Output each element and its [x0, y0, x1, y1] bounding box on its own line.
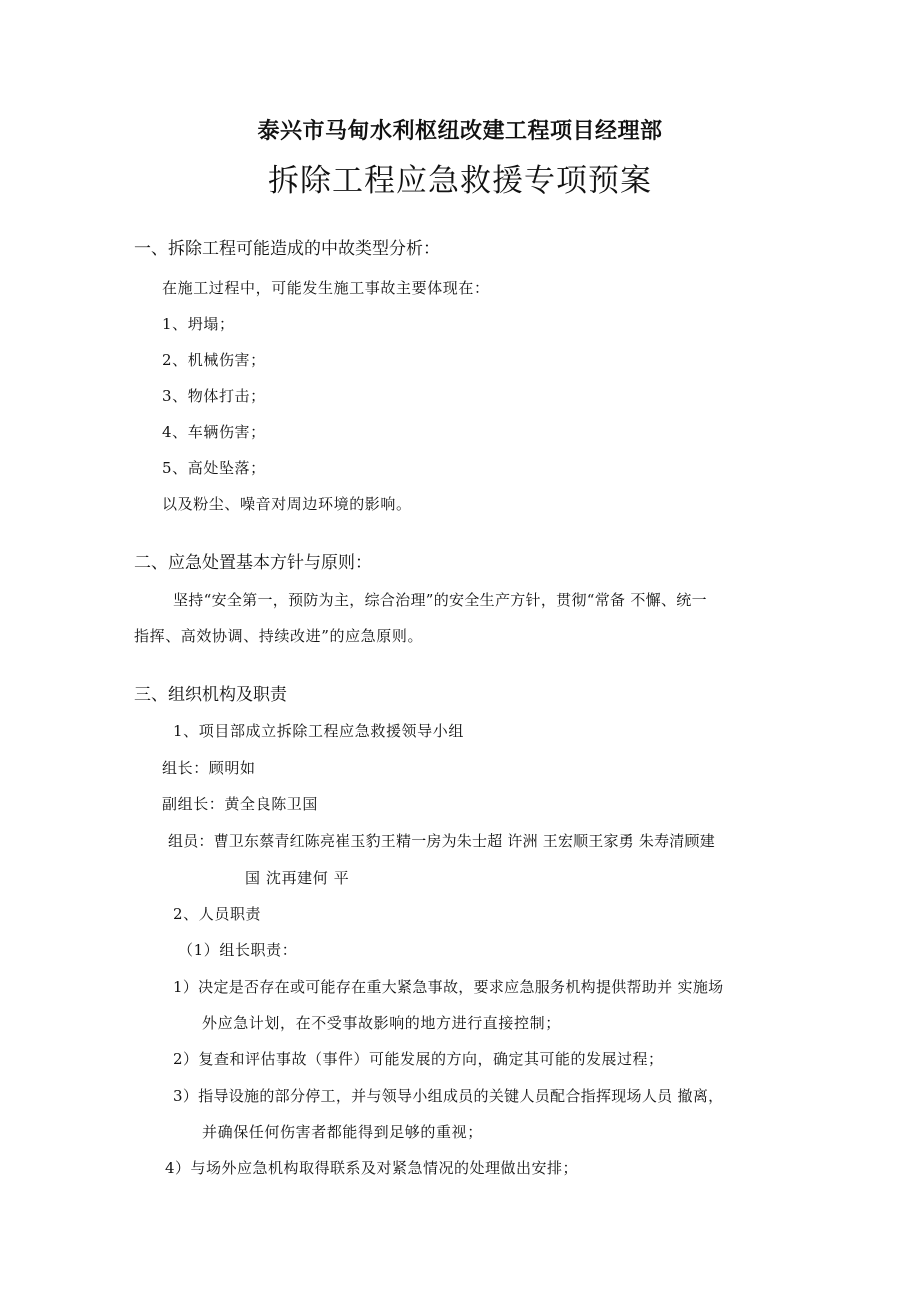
group-members-line-1: 组员：曹卫东蔡青红陈亮崔玉豹王精一房为朱士超 许洲 王宏顺王家勇 朱寿清顾建 [168, 832, 715, 850]
subsection-personnel-duties: 2、人员职责 [173, 905, 262, 923]
leader-duties-heading: （1）组长职责： [178, 941, 298, 959]
subsection-leadership-group: 1、项目部成立拆除工程应急救援领导小组 [173, 722, 464, 740]
section-2-paragraph-line-1: 坚持“安全第一，预防为主，综合治理”的安全生产方针，贯彻“常备 不懈、统一 [173, 591, 707, 609]
organization-title: 泰兴市马甸水利枢纽改建工程项目经理部 [257, 119, 663, 144]
group-leader: 组长：顾明如 [162, 759, 256, 777]
duty-1-line-1: 1）决定是否存在或可能存在重大紧急事故，要求应急服务机构提供帮助并 实施场 [173, 978, 724, 996]
document-title: 拆除工程应急救援专项预案 [268, 163, 652, 199]
duty-3-line-1: 3）指导设施的部分停工，并与领导小组成员的关键人员配合指挥现场人员 撤离， [173, 1087, 724, 1105]
group-members-line-2: 国 沈再建何 平 [245, 869, 350, 887]
duty-1-line-2: 外应急计划，在不受事故影响的地方进行直接控制； [202, 1014, 561, 1032]
deputy-leader: 副组长：黄全良陈卫国 [162, 795, 319, 813]
duty-4: 4）与场外应急机构取得联系及对紧急情况的处理做出安排； [165, 1159, 579, 1177]
section-2-heading: 二、应急处置基本方针与原则： [134, 553, 372, 573]
hazard-item-5: 5、高处坠落； [162, 459, 266, 477]
hazard-item-4: 4、车辆伤害； [162, 423, 266, 441]
section-2-paragraph-line-2: 指挥、高效协调、持续改进”的应急原则。 [134, 627, 424, 645]
hazard-item-1: 1、坍塌； [162, 315, 235, 333]
hazard-item-2: 2、机械伤害； [162, 351, 266, 369]
section-1-intro: 在施工过程中，可能发生施工事故主要体现在： [162, 279, 490, 297]
section-1-heading: 一、拆除工程可能造成的中故类型分析： [134, 239, 440, 259]
hazard-item-3: 3、物体打击； [162, 387, 266, 405]
section-1-closing: 以及粉尘、噪音对周边环境的影响。 [162, 495, 412, 513]
duty-3-line-2: 并确保任何伤害者都能得到足够的重视； [202, 1123, 483, 1141]
duty-2: 2）复查和评估事故（事件）可能发展的方向，确定其可能的发展过程； [173, 1050, 664, 1068]
section-3-heading: 三、组织机构及职责 [134, 685, 287, 705]
